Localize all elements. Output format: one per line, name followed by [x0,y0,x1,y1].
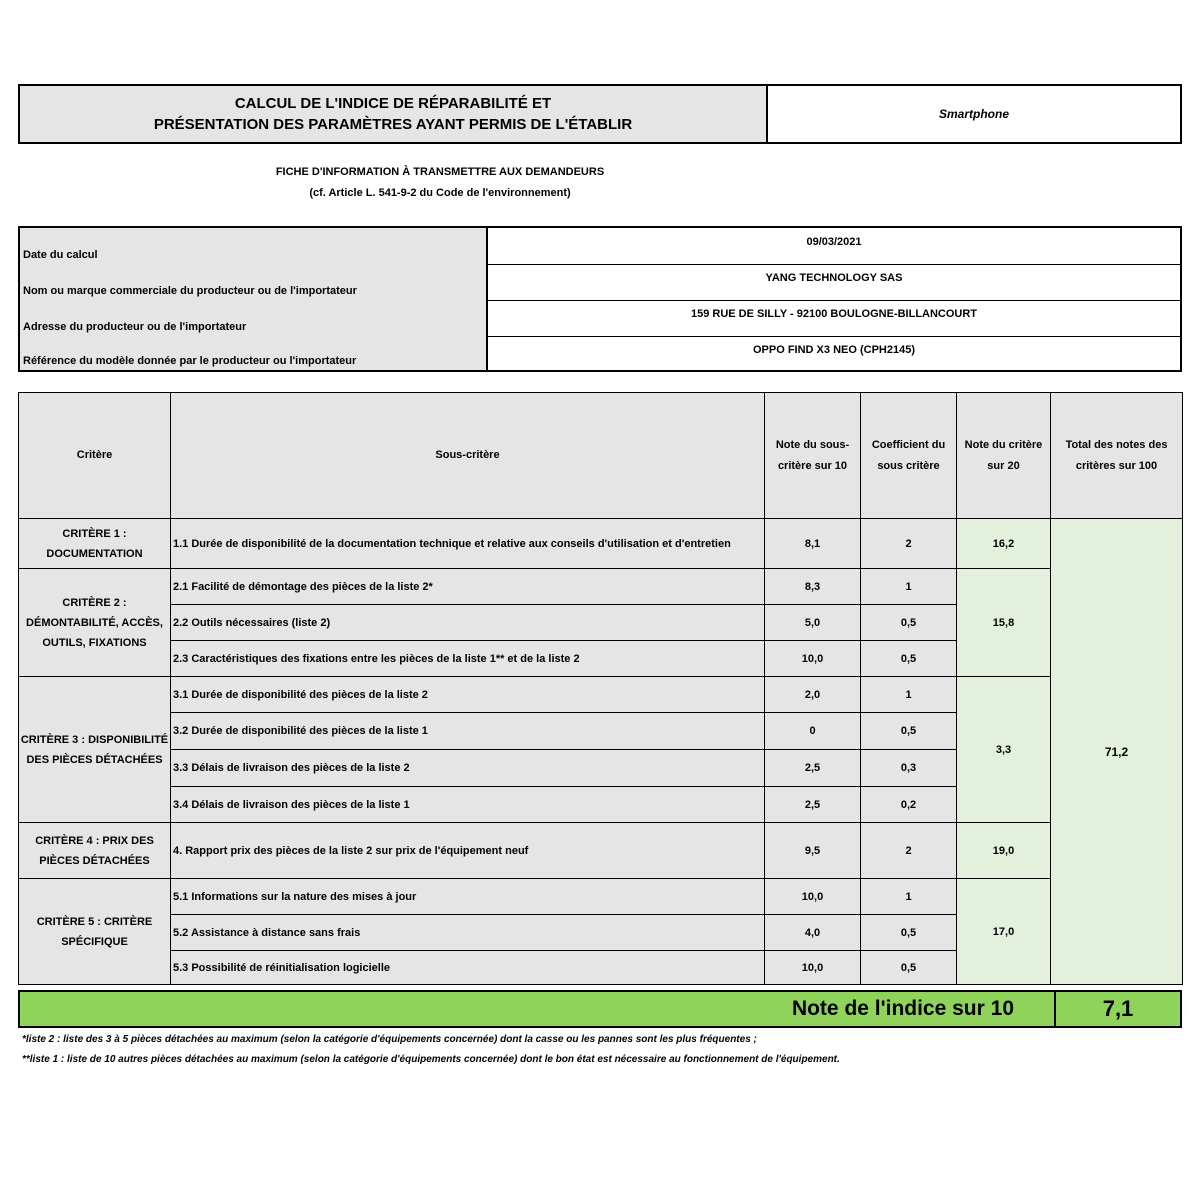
subcriterion-label: 3.2 Durée de disponibilité des pièces de la liste 1 [171,713,765,750]
info-table [18,226,1182,372]
subcriterion-note: 8,1 [765,519,861,569]
product-category: Smartphone [938,107,1009,121]
header-note-critere: Note du critère sur 20 [957,393,1051,519]
subcriterion-note: 8,3 [765,569,861,605]
table-row [19,677,1183,713]
subtitle-line2: (cf. Article L. 541-9-2 du Code de l'environnement) [309,187,571,199]
subcriterion-coefficient: 0,5 [861,713,957,750]
subcriterion-coefficient: 0,2 [861,787,957,823]
total-score: 71,2 [1051,519,1183,985]
subcriterion-label: 2.3 Caractéristiques des fixations entre les pièces de la liste 1** et de la liste 2 [171,641,765,677]
criterion-note: 15,8 [957,569,1051,677]
footnote-liste-2: *liste 2 : liste des 3 à 5 pièces détachées au maximum (selon la catégorie d'équipements concernée) dont la casse ou les pannes sont les plus fréquentes ; [22,1034,757,1045]
subcriterion-coefficient: 2 [861,823,957,879]
info-row [20,336,1180,370]
subcriterion-coefficient: 2 [861,519,957,569]
info-row [20,300,1180,337]
subcriterion-note: 4,0 [765,915,861,951]
info-row [20,228,1180,265]
info-label: Date du calcul [20,228,488,264]
header-coefficient: Coefficient du sous critère [861,393,957,519]
info-label: Nom ou marque commerciale du producteur ou de l'importateur [20,264,488,300]
criterion-note: 16,2 [957,519,1051,569]
subcriterion-note: 2,5 [765,750,861,787]
criterion-label: CRITÈRE 4 : PRIX DES PIÈCES DÉTACHÉES [19,823,171,879]
info-value: OPPO FIND X3 NEO (CPH2145) [753,344,915,356]
header-critere: Critère [19,393,171,519]
final-score-label: Note de l'indice sur 10 [20,992,1056,1026]
subcriterion-note: 5,0 [765,605,861,641]
subcriterion-note: 10,0 [765,879,861,915]
header-title-line1: CALCUL DE L'INDICE DE RÉPARABILITÉ ET [234,95,552,112]
info-label: Adresse du producteur ou de l'importateur [20,300,488,336]
subcriterion-label: 2.2 Outils nécessaires (liste 2) [171,605,765,641]
criterion-note: 17,0 [957,879,1051,985]
subcriterion-label: 1.1 Durée de disponibilité de la documentation technique et relative aux conseils d'utilisation et d'entretien [171,519,765,569]
info-label: Référence du modèle donnée par le producteur ou l'importateur [20,336,488,370]
document-header [18,84,1182,144]
criterion-label: CRITÈRE 2 : DÉMONTABILITÉ, ACCÈS, OUTILS, FIXATIONS [19,569,171,677]
subcriterion-note: 0 [765,713,861,750]
table-header-row [19,393,1183,519]
info-value: YANG TECHNOLOGY SAS [765,272,903,284]
subcriterion-label: 3.4 Délais de livraison des pièces de la liste 1 [171,787,765,823]
subcriterion-label: 5.2 Assistance à distance sans frais [171,915,765,951]
header-title-line2: PRÉSENTATION DES PARAMÈTRES AYANT PERMIS DE L'ÉTABLIR [153,116,633,133]
subcriterion-note: 9,5 [765,823,861,879]
subcriterion-coefficient: 1 [861,569,957,605]
subcriterion-coefficient: 1 [861,677,957,713]
header-total: Total des notes des critères sur 100 [1051,393,1183,519]
subcriterion-note: 10,0 [765,951,861,985]
criterion-label: CRITÈRE 5 : CRITÈRE SPÉCIFIQUE [19,879,171,985]
header-note-sous-critere: Note du sous-critère sur 10 [765,393,861,519]
subcriterion-coefficient: 1 [861,879,957,915]
criterion-note: 19,0 [957,823,1051,879]
subcriterion-label: 4. Rapport prix des pièces de la liste 2 sur prix de l'équipement neuf [171,823,765,879]
info-value: 09/03/2021 [806,236,862,248]
subcriterion-coefficient: 0,3 [861,750,957,787]
subcriterion-label: 2.1 Facilité de démontage des pièces de la liste 2* [171,569,765,605]
info-row [20,264,1180,301]
info-value: 159 RUE DE SILLY - 92100 BOULOGNE-BILLANCOURT [690,308,978,320]
table-row [19,823,1183,879]
final-score-bar [18,990,1182,1028]
subtitle-line1: FICHE D'INFORMATION À TRANSMETTRE AUX DEMANDEURS [275,166,605,178]
table-row [19,519,1183,569]
table-row [19,569,1183,605]
final-score-value: 7,1 [1056,992,1180,1026]
subcriterion-label: 5.3 Possibilité de réinitialisation logicielle [171,951,765,985]
footnote-liste-1: **liste 1 : liste de 10 autres pièces détachées au maximum (selon la catégorie d'équipements concernée) dont le bon état est nécessaire au fonctionnement de l'équipement. [22,1054,840,1065]
subcriterion-note: 2,5 [765,787,861,823]
subcriterion-label: 5.1 Informations sur la nature des mises à jour [171,879,765,915]
subcriterion-coefficient: 0,5 [861,641,957,677]
subcriterion-coefficient: 0,5 [861,915,957,951]
subcriterion-note: 2,0 [765,677,861,713]
criterion-label: CRITÈRE 3 : DISPONIBILITÉ DES PIÈCES DÉTACHÉES [19,677,171,823]
subcriterion-coefficient: 0,5 [861,951,957,985]
criterion-label: CRITÈRE 1 : DOCUMENTATION [19,519,171,569]
table-row [19,879,1183,915]
header-title [20,86,768,142]
header-sous-critere: Sous-critère [171,393,765,519]
subcriterion-label: 3.3 Délais de livraison des pièces de la liste 2 [171,750,765,787]
subcriterion-label: 3.1 Durée de disponibilité des pièces de la liste 2 [171,677,765,713]
criterion-note: 3,3 [957,677,1051,823]
subcriterion-note: 10,0 [765,641,861,677]
scoring-table [18,392,1183,985]
subcriterion-coefficient: 0,5 [861,605,957,641]
